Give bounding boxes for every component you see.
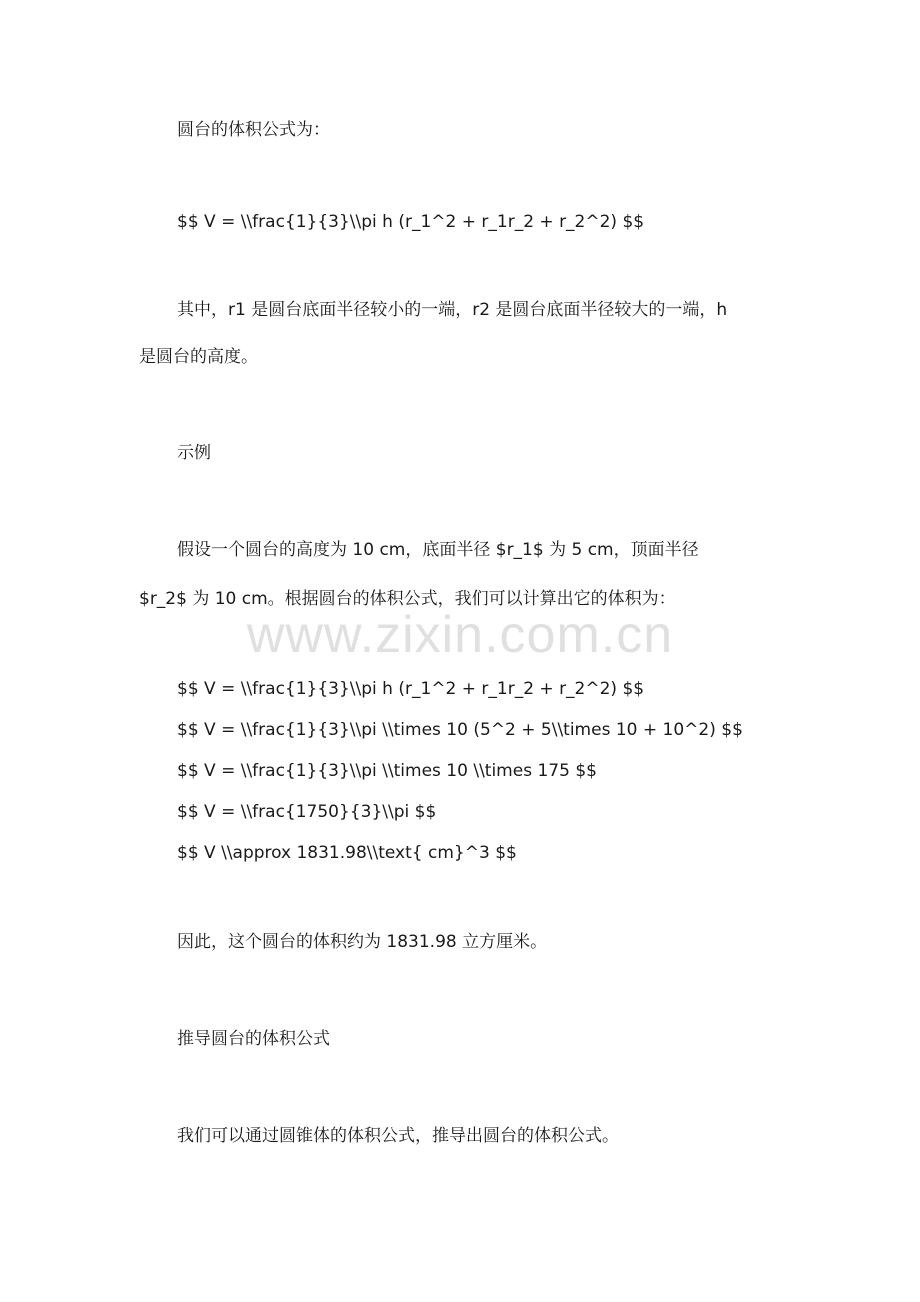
intro-text: 圆台的体积公式为： [177, 120, 330, 140]
formula-step-2: $$ V = \\frac{1}{3}\\pi \\times 10 (5^2 + 5\\times 10 + 10^2) $$ [177, 720, 743, 740]
conclusion-text: 因此，这个圆台的体积约为 1831.98 立方厘米。 [177, 932, 548, 952]
example-text-line2: $r_2$ 为 10 cm。根据圆台的体积公式，我们可以计算出它的体积为： [139, 589, 676, 609]
variable-description-line2: 是圆台的高度。 [139, 347, 258, 367]
example-heading: 示例 [177, 443, 211, 463]
formula-step-4: $$ V = \\frac{1750}{3}\\pi $$ [177, 802, 437, 822]
formula-step-1: $$ V = \\frac{1}{3}\\pi h (r_1^2 + r_1r_2 + r_2^2) $$ [177, 679, 645, 699]
variable-description-line1: 其中，r1 是圆台底面半径较小的一端，r2 是圆台底面半径较大的一端，h [177, 300, 728, 320]
formula-step-5: $$ V \\approx 1831.98\\text{ cm}^3 $$ [177, 843, 517, 863]
derivation-heading: 推导圆台的体积公式 [177, 1029, 330, 1049]
example-text-line1: 假设一个圆台的高度为 10 cm，底面半径 $r_1$ 为 5 cm，顶面半径 [177, 540, 699, 560]
watermark: www.zixin.com.cn [246, 606, 674, 664]
derivation-text: 我们可以通过圆锥体的体积公式，推导出圆台的体积公式。 [177, 1126, 619, 1146]
volume-formula: $$ V = \\frac{1}{3}\\pi h (r_1^2 + r_1r_2 + r_2^2) $$ [177, 212, 645, 232]
formula-step-3: $$ V = \\frac{1}{3}\\pi \\times 10 \\times 175 $$ [177, 761, 597, 781]
